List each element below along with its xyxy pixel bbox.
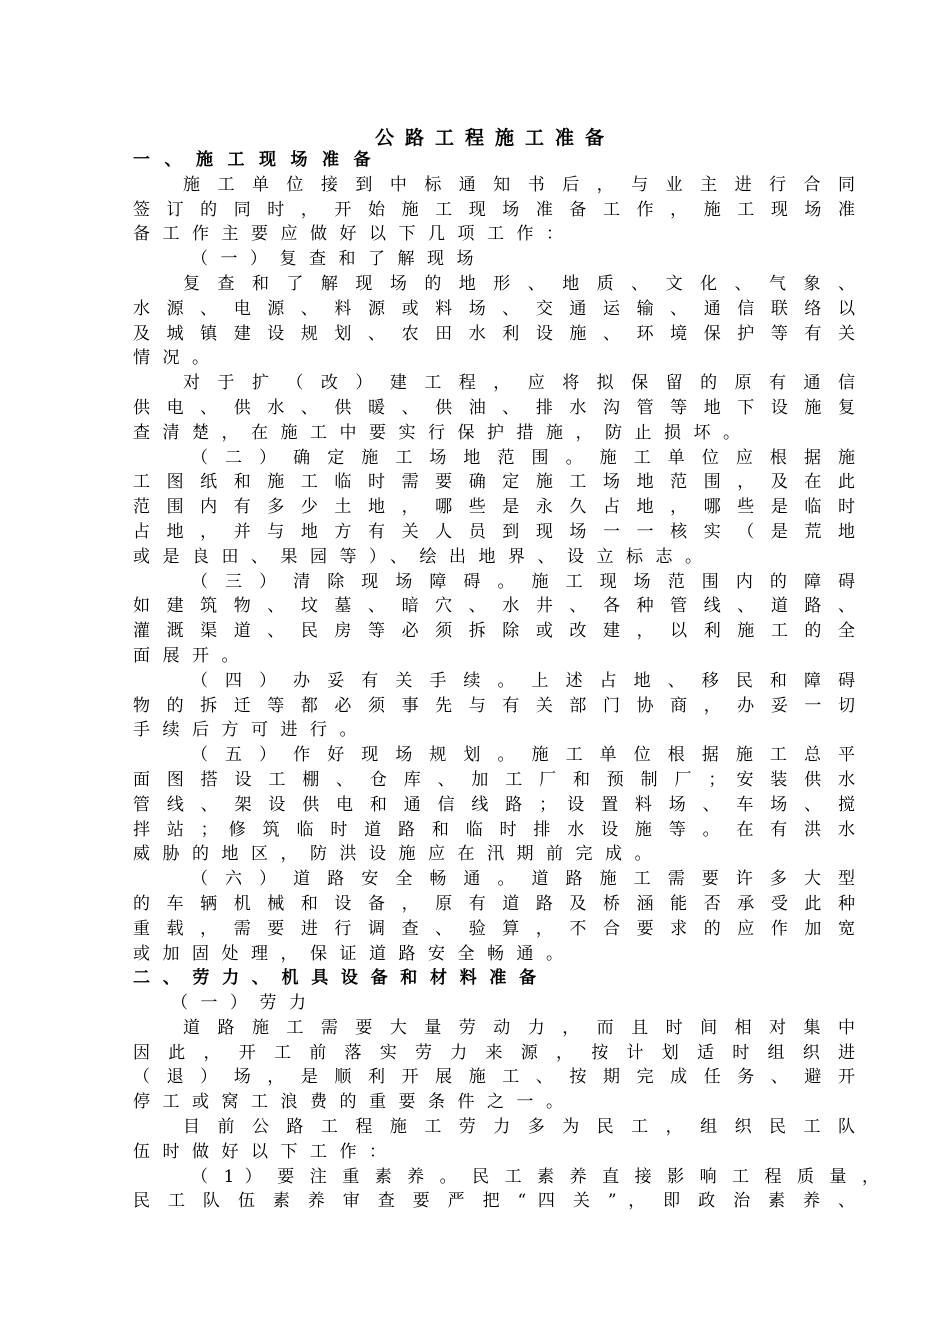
paragraph-line: （​ 1​ ）​ 要​ 注​ 重​ 素​ 养​ 。​ 民​ 工​ 素​ 养​ 直​ 接​ 影​ 响​ 工​ 程​ 质​ 量​ ， (191, 1166, 879, 1187)
paragraph-line: 复​ 查​ 和​ 了​ 解​ 现​ 场​ 的​ 地​ 形​ 、​ 地​ 质​ 、​ 文​ 化​ 、​ 气​ 象​ 、 (183, 273, 855, 294)
paragraph-line: 重​ 载​ ，​ 需​ 要​ 进​ 行​ 调​ 查​ 、​ 验​ 算​ ，​ 不​ 合​ 要​ 求​ 的​ 应​ 作​ 加​ 宽 (133, 918, 855, 939)
paragraph-line: 工​ 图​ 纸​ 和​ 施​ 工​ 临​ 时​ 需​ 要​ 确​ 定​ 施​ 工​ 场​ 地​ 范​ 围​ ，​ 及​ 在​ 此 (133, 472, 855, 493)
paragraph-line: （​ 五​ ）​ 作​ 好​ 现​ 场​ 规​ 划​ 。​ 施​ 工​ 单​ 位​ 根​ 据​ 施​ 工​ 总​ 平 (191, 745, 855, 766)
paragraph-line: 物​ 的​ 拆​ 迁​ 等​ 都​ 必​ 须​ 事​ 先​ 与​ 有​ 关​ 部​ 门​ 协​ 商​ ，​ 办​ 妥​ 一​ 切 (133, 695, 855, 716)
paragraph-line: 面​ 图​ 搭​ 设​ 工​ 棚​ 、​ 仓​ 库​ 、​ 加​ 工​ 厂​ 和​ 预​ 制​ 厂​ ；​ 安​ 装​ 供​ 水 (133, 769, 855, 790)
paragraph-line: 情况。 (133, 348, 222, 369)
paragraph-line: 查清楚，在施工中要实行保护措施，防止损坏。 (133, 422, 753, 443)
paragraph-line: 威胁的地区，防洪设施应在汛期前完成。 (133, 844, 664, 865)
paragraph-line: （​ 六​ ）​ 道​ 路​ 安​ 全​ 畅​ 通​ 。​ 道​ 路​ 施​ 工​ 需​ 要​ 许​ 多​ 大​ 型 (191, 869, 855, 890)
paragraph-line: 对​ 于​ 扩​ （​ 改​ ）​ 建​ 工​ 程​ ，​ 应​ 将​ 拟​ 保​ 留​ 的​ 原​ 有​ 通​ 信 (183, 373, 855, 394)
paragraph-line: 施​ 工​ 单​ 位​ 接​ 到​ 中​ 标​ 通​ 知​ 书​ 后​ ，​ 与​ 业​ 主​ 进​ 行​ 合​ 同 (183, 174, 855, 195)
paragraph-line: （​ 四​ ）​ 办​ 妥​ 有​ 关​ 手​ 续​ 。​ 上​ 述​ 占​ 地​ 、​ 移​ 民​ 和​ 障​ 碍 (191, 670, 855, 691)
paragraph-line: 道​ 路​ 施​ 工​ 需​ 要​ 大​ 量​ 劳​ 动​ 力​ ，​ 而​ 且​ 时​ 间​ 相​ 对​ 集​ 中 (183, 1017, 855, 1038)
paragraph-line: 或加固处理，保证道路安全畅通。 (133, 943, 576, 964)
paragraph-line: 管​ 线​ 、​ 架​ 设​ 供​ 电​ 和​ 通​ 信​ 线​ 路​ ；​ 设​ 置​ 料​ 场​ 、​ 车​ 场​ 、​ 搅 (133, 794, 855, 815)
paragraph-line: 民​ 工​ 队​ 伍​ 素​ 养​ 审​ 查​ 要​ 严​ 把​ “​ 四​ 关​ ”​ ，​ 即​ 政​ 治​ 素​ 养​ 、 (133, 1191, 855, 1212)
paragraph-line: （​ 三​ ）​ 清​ 除​ 现​ 场​ 障​ 碍​ 。​ 施​ 工​ 现​ 场​ 范​ 围​ 内​ 的​ 障​ 碍 (191, 571, 855, 592)
paragraph-line: 因​ 此​ ，​ 开​ 工​ 前​ 落​ 实​ 劳​ 力​ 来​ 源​ ，​ 按​ 计​ 划​ 适​ 时​ 组​ 织​ 进 (133, 1042, 855, 1063)
section-heading-1: 一、施工现场准备 (133, 150, 385, 170)
paragraph-line: （​ 二​ ）​ 确​ 定​ 施​ 工​ 场​ 地​ 范​ 围​ 。​ 施​ 工​ 单​ 位​ 应​ 根​ 据​ 施 (191, 447, 855, 468)
paragraph-line: 及​ 城​ 镇​ 建​ 设​ 规​ 划​ 、​ 农​ 田​ 水​ 利​ 设​ 施​ 、​ 环​ 境​ 保​ 护​ 等​ 有​ 关 (133, 323, 855, 344)
paragraph-line: 占​ 地​ ，​ 并​ 与​ 地​ 方​ 有​ 关​ 人​ 员​ 到​ 现​ 场​ 一​ 一​ 核​ 实​ （​ 是​ 荒​ 地 (133, 521, 855, 542)
paragraph-line: （​ 退​ ）​ 场​ ，​ 是​ 顺​ 利​ 开​ 展​ 施​ 工​ 、​ 按​ 期​ 完​ 成​ 任​ 务​ 、​ 避​ 开 (133, 1067, 855, 1088)
paragraph-line: 水​ 源​ 、​ 电​ 源​ 、​ 料​ 源​ 或​ 料​ 场​ 、​ 交​ 通​ 运​ 输​ 、​ 通​ 信​ 联​ 络​ 以 (133, 298, 855, 319)
document-title: 公路工程施工准备 (374, 127, 615, 149)
paragraph-line: 拌​ 站​ ；​ 修​ 筑​ 临​ 时​ 道​ 路​ 和​ 临​ 时​ 排​ 水​ 设​ 施​ 等​ 。​ 在​ 有​ 洪​ 水 (133, 819, 855, 840)
paragraph-line: 供​ 电​ 、​ 供​ 水​ 、​ 供​ 暖​ 、​ 供​ 油​ 、​ 排​ 水​ 沟​ 管​ 等​ 地​ 下​ 设​ 施​ 复 (133, 397, 855, 418)
paragraph-line: 目​ 前​ 公​ 路​ 工​ 程​ 施​ 工​ 劳​ 力​ 多​ 为​ 民​ 工​ ，​ 组​ 织​ 民​ 工​ 队 (183, 1117, 855, 1138)
paragraph-line: 灌​ 溉​ 渠​ 道​ 、​ 民​ 房​ 等​ 必​ 须​ 拆​ 除​ 或​ 改​ 建​ ，​ 以​ 利​ 施​ 工​ 的​ 全 (133, 621, 855, 642)
paragraph-line: 的​ 车​ 辆​ 机​ 械​ 和​ 设​ 备​ ，​ 原​ 有​ 道​ 路​ 及​ 桥​ 涵​ 能​ 否​ 承​ 受​ 此​ 种 (133, 893, 855, 914)
paragraph-line: 或是良田、果园等）、绘出地界、设立标志。 (133, 546, 715, 567)
paragraph-line: 签​ 订​ 的​ 同​ 时​ ，​ 开​ 始​ 施​ 工​ 现​ 场​ 准​ 备​ 工​ 作​ ，​ 施​ 工​ 现​ 场​ 准 (133, 199, 855, 220)
document-body (133, 148, 879, 1214)
paragraph-line: 手续后方可进行。 (133, 720, 369, 741)
paragraph-line: 备工作主要应做好以下几项工作： (133, 224, 576, 245)
subsection-heading: （一）复查和了解现场 (191, 249, 486, 270)
paragraph-line: 范​ 围​ 内​ 有​ 多​ 少​ 土​ 地​ ，​ 哪​ 些​ 是​ 永​ 久​ 占​ 地​ ，​ 哪​ 些​ 是​ 临​ 时 (133, 497, 855, 518)
paragraph-line: 面展开。 (133, 645, 251, 666)
paragraph-line: 停工或窝工浪费的重要条件之一。 (133, 1092, 576, 1113)
section-heading-2: 二、劳力、机具设备和材料准备 (133, 968, 549, 989)
paragraph-line: 如​ 建​ 筑​ 物​ 、​ 坟​ 墓​ 、​ 暗​ 穴​ 、​ 水​ 井​ 、​ 各​ 种​ 管​ 线​ 、​ 道​ 路​ 、 (133, 596, 855, 617)
paragraph-line: 伍时做好以下工作： (133, 1141, 399, 1162)
subsection-heading: （一）劳力 (171, 993, 319, 1014)
